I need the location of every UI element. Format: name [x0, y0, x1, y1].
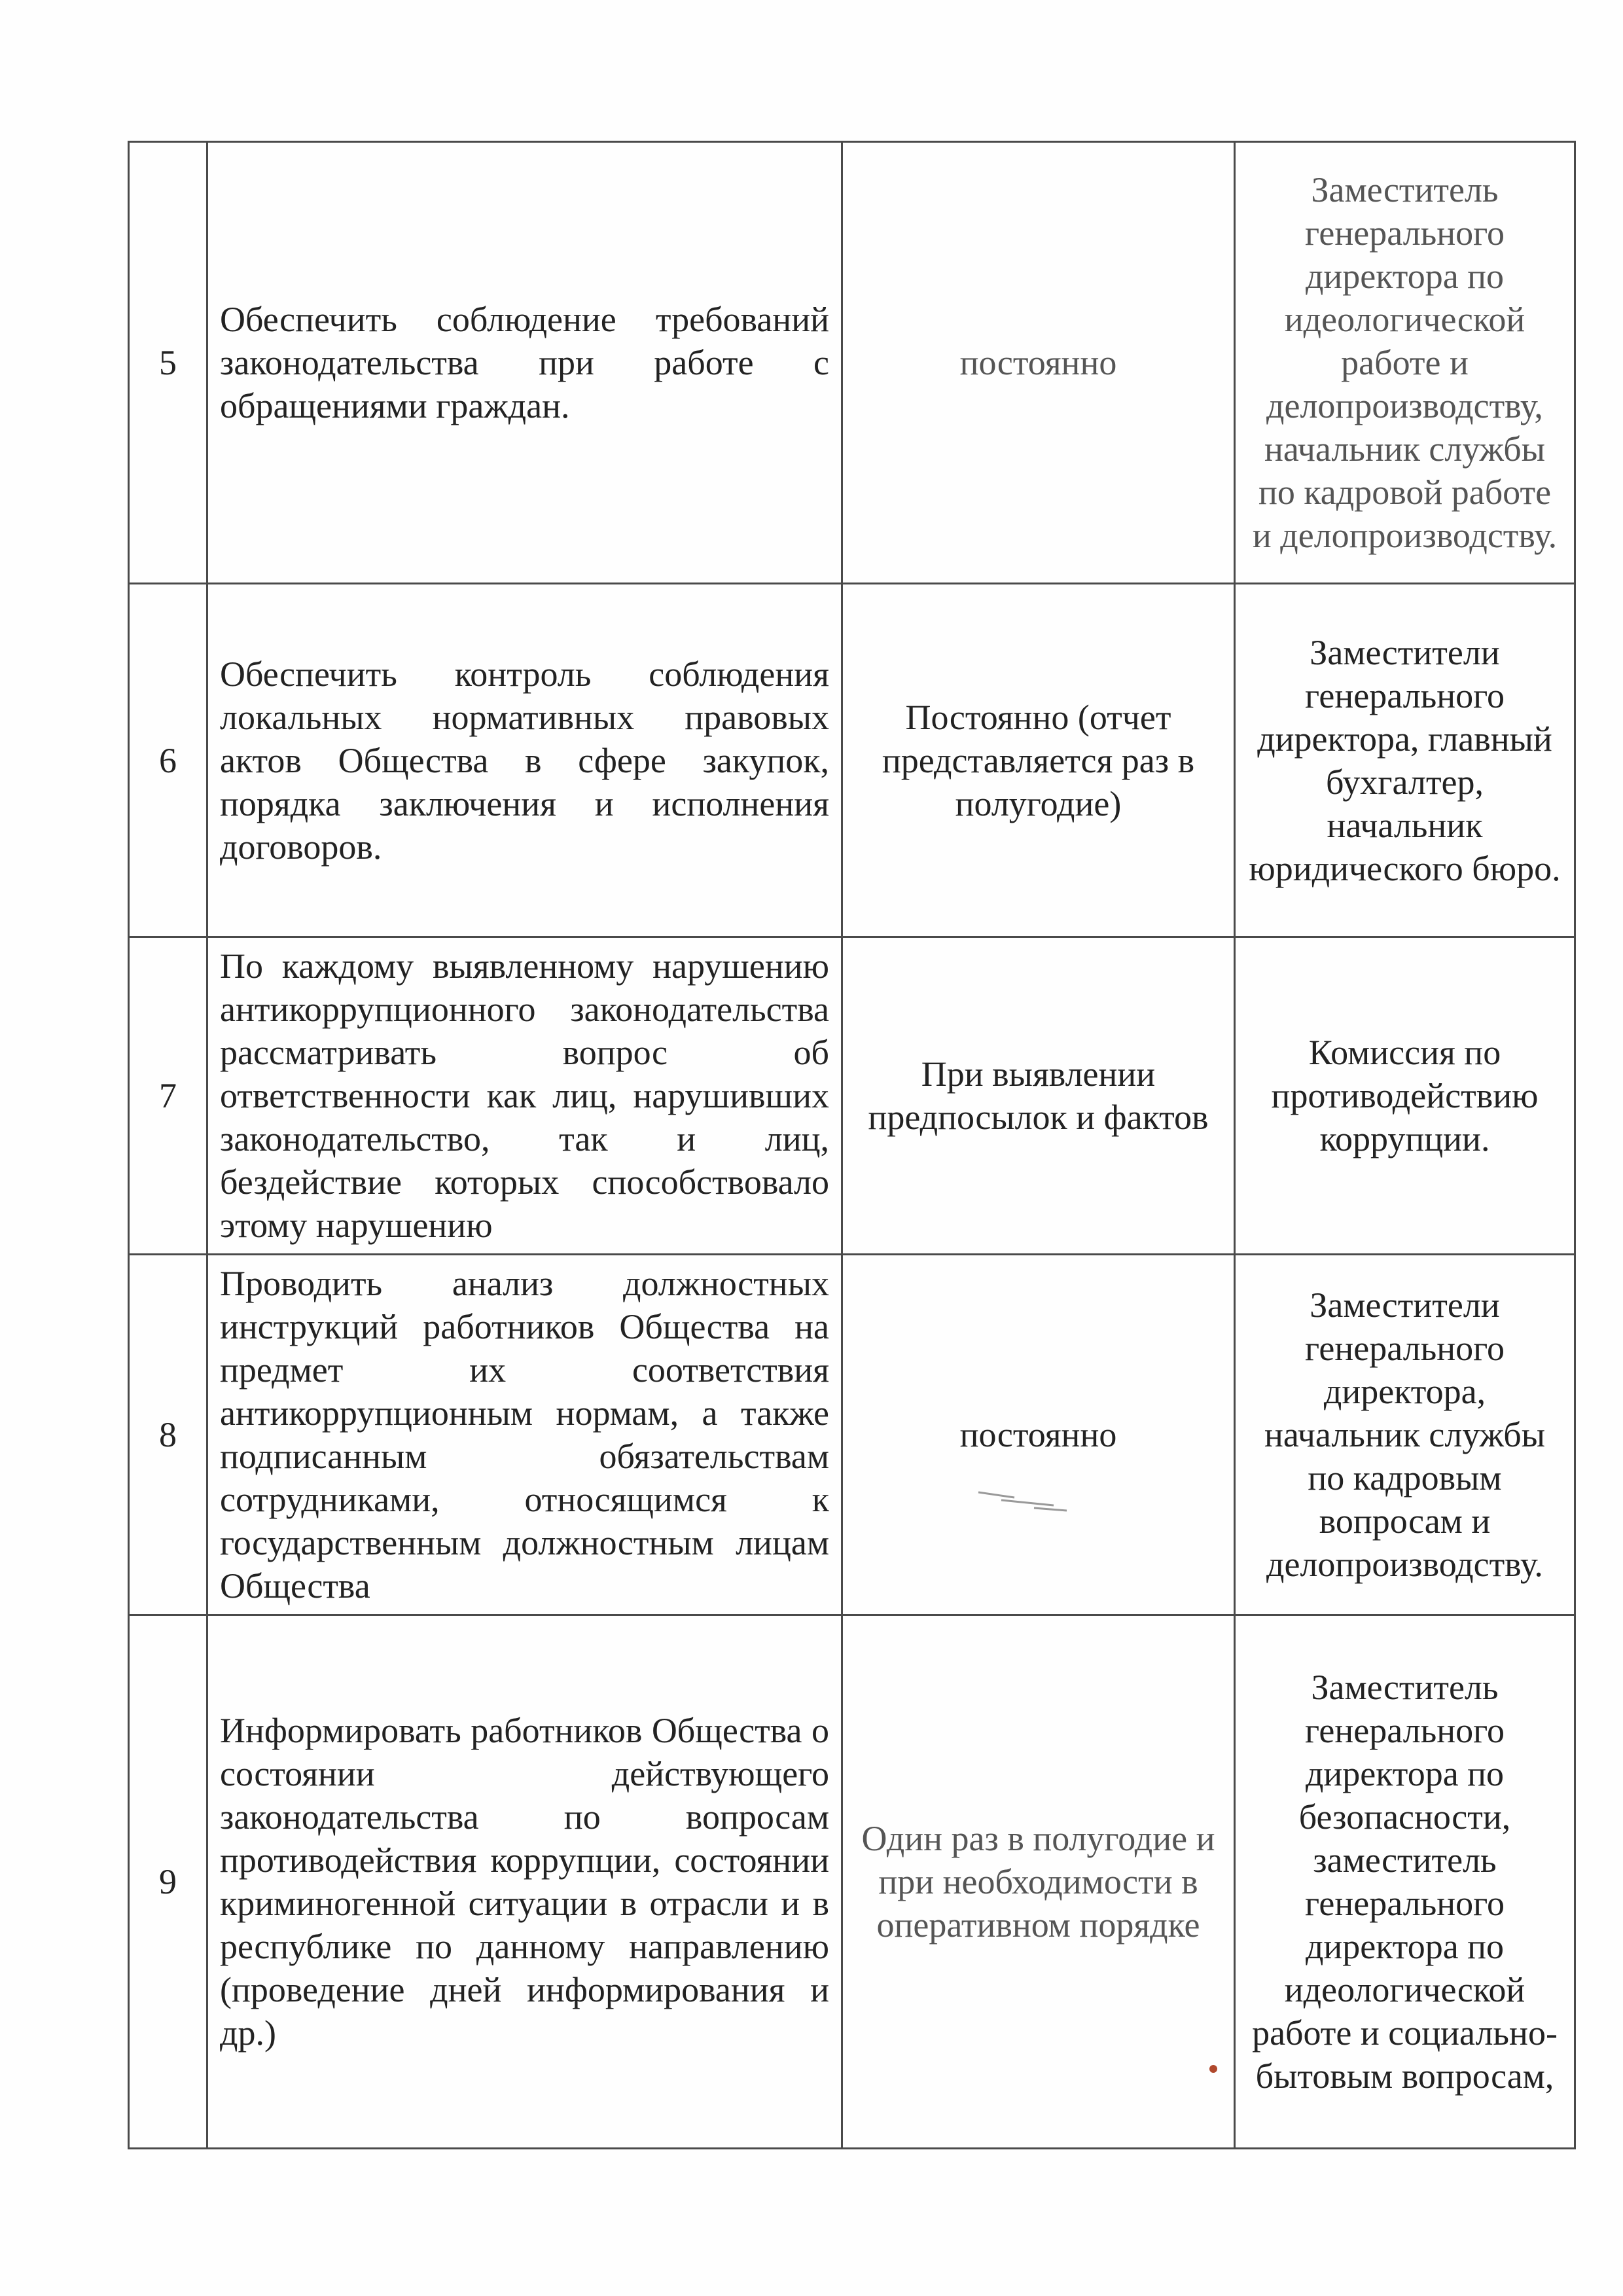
action-cell: Проводить анализ должностных инструкций работников Общества на предмет их соответствия антикоррупционным нормам, а также подписанным обязательствам сотрудниками, относящимся к государственным должностным лицам Общества — [207, 1255, 842, 1615]
pencil-stroke — [975, 1486, 1073, 1512]
table-row — [129, 142, 1575, 584]
row-number: 8 — [129, 1255, 207, 1615]
row-number: 5 — [129, 142, 207, 584]
action-cell: Обеспечить соблюдение требований законодательства при работе с обращениями граждан. — [207, 142, 842, 584]
action-cell: По каждому выявленному нарушению антикоррупционного законодательства рассматривать вопрос об ответственности как лиц, нарушивших законодательство, так и лиц, бездействие которых способствовало этому нарушению — [207, 937, 842, 1255]
table-row — [129, 1615, 1575, 2149]
table-row — [129, 937, 1575, 1255]
table-row — [129, 584, 1575, 937]
responsible-cell: Заместитель генерального директора по безопасности, заместитель генерального директора по идеологической работе и социально-бытовым вопросам, — [1235, 1615, 1575, 2149]
term-cell: Один раз в полугодие и при необходимости в оперативном порядке — [842, 1615, 1235, 2149]
table-row — [129, 1255, 1575, 1615]
term-cell: постоянно — [842, 142, 1235, 584]
responsible-cell: Заместитель генерального директора по идеологической работе и делопроизводству, начальник службы по кадровой работе и делопроизводству. — [1235, 142, 1575, 584]
row-number: 9 — [129, 1615, 207, 2149]
term-cell: При выявлении предпосылок и фактов — [842, 937, 1235, 1255]
term-cell: Постоянно (отчет представляется раз в полугодие) — [842, 584, 1235, 937]
term-cell: постоянно — [842, 1255, 1235, 1615]
action-cell: Информировать работников Общества о состоянии действующего законодательства по вопросам противодействия коррупции, состоянии криминогенной ситуации в отрасли и в республике по данному направлению (проведение дней информирования и др.) — [207, 1615, 842, 2149]
ink-dot — [1209, 2065, 1217, 2073]
action-cell: Обеспечить контроль соблюдения локальных нормативных правовых актов Общества в сфере закупок, порядка заключения и исполнения договоров. — [207, 584, 842, 937]
row-number: 6 — [129, 584, 207, 937]
responsible-cell: Комиссия по противодействию коррупции. — [1235, 937, 1575, 1255]
row-number: 7 — [129, 937, 207, 1255]
measures-table — [128, 141, 1576, 2149]
responsible-cell: Заместители генерального директора, главный бухгалтер, начальник юридического бюро. — [1235, 584, 1575, 937]
responsible-cell: Заместители генерального директора, начальник службы по кадровым вопросам и делопроизводству. — [1235, 1255, 1575, 1615]
